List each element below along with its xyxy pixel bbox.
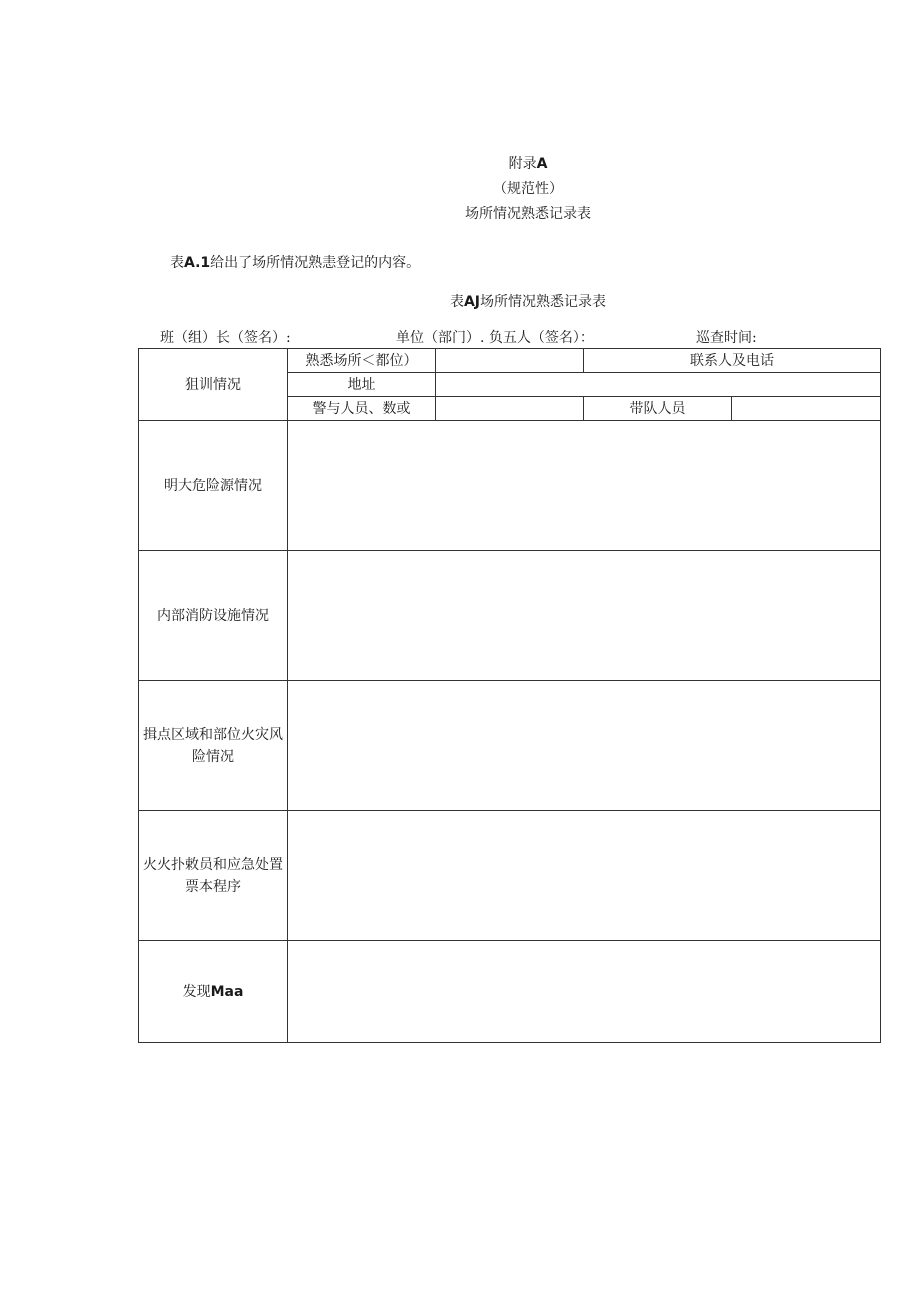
unit-head-signature-label: 单位（部门）. 负五人（签名）： (396, 330, 594, 346)
intro-body: 给出了场所情况熟恚登记的内容。 (210, 255, 421, 271)
appendix-title (0, 155, 920, 173)
intro-table-ref: A.1 (184, 255, 211, 271)
rescue-procedure-content-cell[interactable] (288, 811, 881, 941)
findings-label-latin: Maa (210, 983, 244, 1000)
address-label-cell: 地址 (288, 373, 436, 397)
record-table (138, 348, 881, 1043)
people-label-cell: 警与人员、数或 (288, 397, 436, 421)
appendix-name: 场所情况熟悉记录表 (465, 206, 591, 222)
caption-title: 场所情况熟悉记录表 (480, 294, 607, 310)
key-area-risk-content-cell[interactable] (288, 681, 881, 811)
rescue-procedure-label-cell: 火火扑敕员和应急处置票本程序 (139, 811, 288, 941)
table-row (139, 681, 881, 811)
team-leader-label-cell: 带队人员 (584, 397, 732, 421)
place-label-cell: 熟悉场所＜都位） (288, 349, 436, 373)
key-area-risk-label-cell: 揖点区域和部位火灾风险情况 (139, 681, 288, 811)
table-row (139, 941, 881, 1043)
address-value-cell[interactable] (436, 373, 881, 397)
hazard-source-content-cell[interactable] (288, 421, 881, 551)
contact-label-cell: 联系人及电话 (584, 349, 881, 373)
signature-row (160, 329, 880, 347)
team-leader-signature-label: 班（组）长（签名）: (160, 330, 291, 346)
caption-prefix: 表 (449, 294, 464, 310)
people-value-cell[interactable] (436, 397, 584, 421)
inspection-time-label: 巡查时间: (696, 330, 757, 346)
findings-label-cell (139, 941, 288, 1043)
fire-facilities-label-cell: 内部消防设施情况 (139, 551, 288, 681)
intro-prefix: 表 (170, 255, 184, 271)
table-row (139, 349, 881, 373)
hazard-source-label-cell: 明大危险源情况 (139, 421, 288, 551)
table-row (139, 421, 881, 551)
table-row (139, 551, 881, 681)
caption-table-ref: AJ (463, 294, 481, 310)
findings-content-cell[interactable] (288, 941, 881, 1043)
table-caption (0, 293, 920, 311)
fire-facilities-content-cell[interactable] (288, 551, 881, 681)
intro-paragraph (170, 254, 420, 272)
appendix-title-prefix: 附录 (508, 156, 537, 172)
team-leader-value-cell[interactable] (732, 397, 881, 421)
table-row (139, 811, 881, 941)
appendix-title-letter: A (536, 156, 548, 172)
place-value-cell[interactable] (436, 349, 584, 373)
group1-label-cell: 狙训情况 (139, 349, 288, 421)
appendix-normative-note: （规范性） (493, 181, 563, 197)
findings-label-prefix: 发现 (182, 983, 211, 1000)
